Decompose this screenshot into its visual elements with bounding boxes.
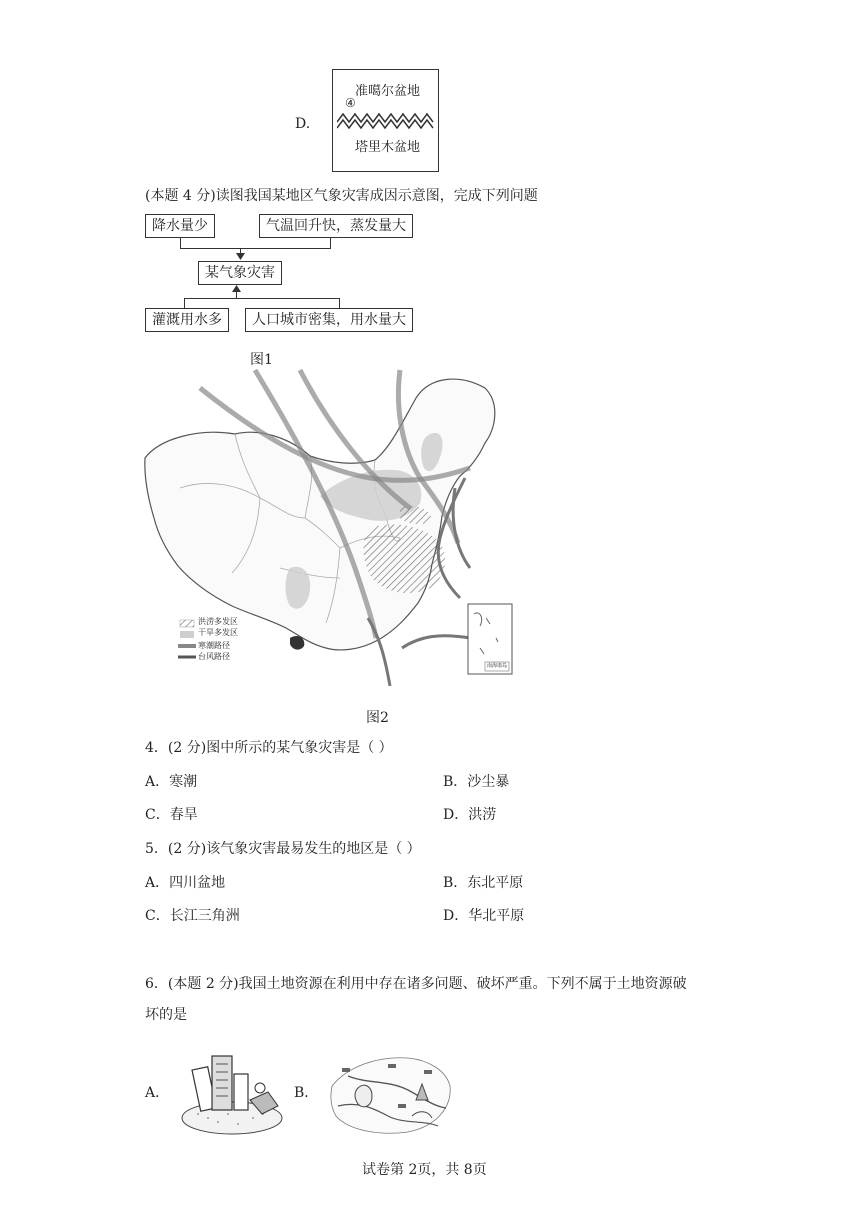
figure-2-caption: 图2 <box>366 710 389 726</box>
page-footer: 试卷第 2页，共 8页 <box>362 1162 487 1178</box>
q4-option-c[interactable]: C．春旱 <box>145 807 198 823</box>
legend-cold-wave: 寒潮路径 <box>198 641 230 650</box>
land-degradation-illustration <box>328 1046 454 1138</box>
arrow-down-icon <box>236 253 246 261</box>
flow-connector-bottom-stem <box>236 290 237 298</box>
flow-connector-top-bar <box>180 248 331 249</box>
q4-option-b[interactable]: B．沙尘暴 <box>443 774 510 790</box>
flow-box-low-precipitation: 降水量少 <box>145 214 215 238</box>
legend-drought: 干旱多发区 <box>198 628 238 637</box>
flow-connector-top-right <box>330 238 331 248</box>
q4-option-d[interactable]: D．洪涝 <box>443 807 497 823</box>
flow-box-evaporation: 气温回升快，蒸发量大 <box>259 214 413 238</box>
tarim-basin-label: 塔里木盆地 <box>355 140 421 155</box>
question-6-line-2: 坏的是 <box>145 1007 187 1023</box>
q4-option-a[interactable]: A．寒潮 <box>145 774 198 790</box>
question-5-stem: 5．(2 分)该气象灾害最易发生的地区是（ ） <box>145 841 421 857</box>
q6-option-b-label[interactable]: B． <box>294 1085 319 1101</box>
flow-connector-bottom-bar <box>184 298 340 299</box>
junggar-basin-label: 准噶尔盆地 <box>355 84 421 99</box>
passage-intro: (本题 4 分)读图我国某地区气象灾害成因示意图，完成下列问题 <box>145 188 538 204</box>
legend-typhoon: 台风路径 <box>198 652 230 661</box>
urban-land-illustration <box>178 1048 286 1138</box>
legend-flood: 洪涝多发区 <box>198 617 238 626</box>
flow-connector-bottom-right <box>339 298 340 308</box>
flow-connector-top-left <box>180 238 181 248</box>
q5-option-c[interactable]: C．长江三角洲 <box>145 908 240 924</box>
basin-diagram <box>332 69 439 172</box>
mountain-range-icon <box>337 108 435 130</box>
q5-option-a[interactable]: A．四川盆地 <box>145 875 226 891</box>
figure-1-caption: 图1 <box>250 352 273 368</box>
flow-center-disaster: 某气象灾害 <box>198 261 282 285</box>
marker-four: ④ <box>345 96 356 110</box>
q5-option-b[interactable]: B．东北平原 <box>443 875 524 891</box>
flow-box-urban-demand: 人口城市密集，用水量大 <box>245 308 413 332</box>
china-disaster-map <box>140 368 520 686</box>
q5-option-d[interactable]: D．华北平原 <box>443 908 525 924</box>
question-4-stem: 4．(2 分)图中所示的某气象灾害是（ ） <box>145 740 393 756</box>
inset-label: 南海诸岛 <box>487 663 508 669</box>
option-d-label: D. <box>295 116 311 132</box>
flow-box-irrigation: 灌溉用水多 <box>145 308 229 332</box>
question-6-line-1: 6．(本题 2 分)我国土地资源在利用中存在诸多问题、破坏严重。下列不属于土地资源破 <box>145 976 687 992</box>
q6-option-a-label[interactable]: A． <box>145 1085 170 1101</box>
map-graphic <box>140 368 520 686</box>
flow-connector-bottom-left <box>184 298 185 308</box>
